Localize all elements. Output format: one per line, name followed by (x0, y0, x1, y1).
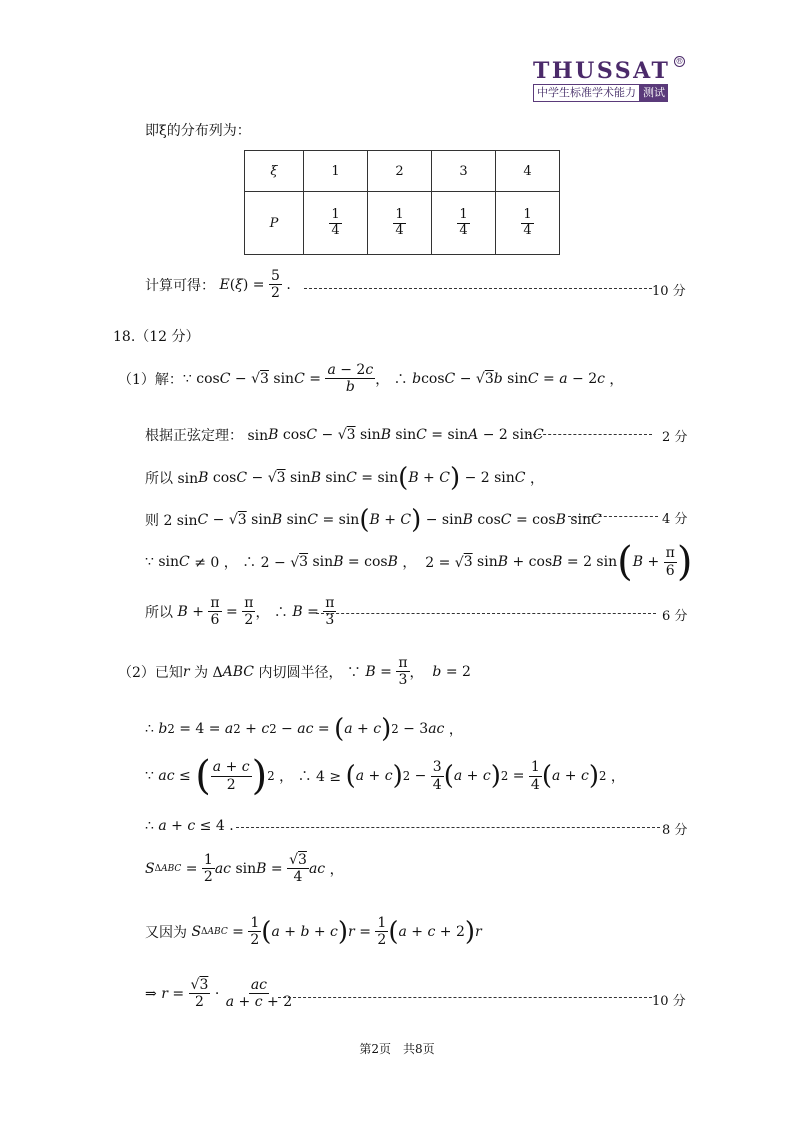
table-cell: $\frac{1}{4}$ (368, 192, 432, 255)
dotted-leader (316, 613, 656, 614)
table-cell: $\frac{1}{4}$ (304, 192, 368, 255)
table-row (245, 151, 560, 192)
thussat-logo (533, 57, 684, 102)
logo-tagline-bar (533, 84, 681, 102)
logo-name: THUSSAT (533, 58, 671, 84)
score-10: 10 分 (652, 284, 686, 299)
solution-line-3: 所以 sin B cos C − √ 3 sin B sin C = sin ( B + C ) − 2 sin C ， (145, 463, 544, 493)
dotted-leader (278, 997, 652, 998)
logo-tagline: 中学生标准学术能力 (533, 84, 640, 102)
page-footer: 第2页 共8页 (359, 1042, 435, 1056)
table-header-cell: 3 (432, 151, 496, 192)
score-10: 10 分 (652, 994, 686, 1009)
dotted-leader (236, 827, 660, 828)
solution-line-13: ⇒ r = √3 2 · ac a + c + 2 (145, 977, 293, 1011)
solution-line-12: 又因为 S ΔABC = 1 2 ( a + b + c ) r = 1 2 ( a + c + 2 ) r (145, 915, 482, 949)
table-cell: $\frac{1}{4}$ (496, 192, 560, 255)
table-row (245, 192, 560, 255)
question-18-title: 18.（12 分） (113, 329, 200, 345)
score-6: 6 分 (662, 609, 688, 624)
solution-line-10: ∴ a + c ≤ 4 . (145, 818, 234, 834)
registered-mark: ® (675, 57, 684, 66)
table-cell: $\frac{1}{4}$ (432, 192, 496, 255)
solution-line-6: 所以 B + π 6 = π 2 ， ∴ B = π 3 (145, 595, 335, 629)
table-header-cell: ξ (245, 151, 304, 192)
solution-line-1: （1）解： ∵ cos C − √ 3 sin C = a − 2c b ， ∴ b cos C − √ 3 b sin C = a − 2 c ， (118, 362, 624, 396)
solution-line-8: ∴ b 2 = 4 = a 2 + c 2 − ac = ( a + c ) 2 − 3 ac ， (145, 714, 463, 744)
table-cell: P (245, 192, 304, 255)
score-8: 8 分 (662, 823, 688, 838)
solution-line-11: S ΔABC = 1 2 ac sin B = √3 4 ac ， (145, 852, 344, 886)
distribution-table (244, 150, 560, 255)
solution-line-4: 则 2 sin C − √ 3 sin B sin C = sin ( B + C ) − sin B cos C = cos B sin C (145, 505, 602, 535)
logo-tag: 测试 (640, 84, 668, 102)
score-4: 4 分 (662, 512, 688, 527)
solution-line-7: （2）已知 r 为 Δ ABC 内切圆半径， ∵ B = π 3 ， b = 2 (118, 655, 471, 689)
dotted-leader (528, 434, 652, 435)
table-header-cell: 1 (304, 151, 368, 192)
intro-text: 即ξ的分布列为： (145, 123, 251, 139)
solution-line-2: 根据正弦定理： sin B cos C − √ 3 sin B sin C = sin A − 2 sin C (145, 427, 544, 444)
score-2: 2 分 (662, 430, 688, 445)
table-header-cell: 2 (368, 151, 432, 192)
dotted-leader (568, 516, 658, 517)
solution-line-5: ∵ sin C ≠ 0 ， ∴ 2 − √ 3 sin B = cos B ， 2 = √ 3 sin B + cos B = 2 sin ( B + π 6 ) (145, 539, 693, 585)
solution-line-9: ∵ ac ≤ ( a + c 2 ) 2 ， ∴ 4 ≥ ( a + c ) 2 − 3 4 ( a + c ) 2 = 1 4 ( a + c ) 2 ， (145, 753, 625, 799)
dotted-leader (304, 288, 652, 289)
expected-value-line: 计算可得： E ( ξ ) = 5 2 . (145, 268, 291, 302)
table-header-cell: 4 (496, 151, 560, 192)
